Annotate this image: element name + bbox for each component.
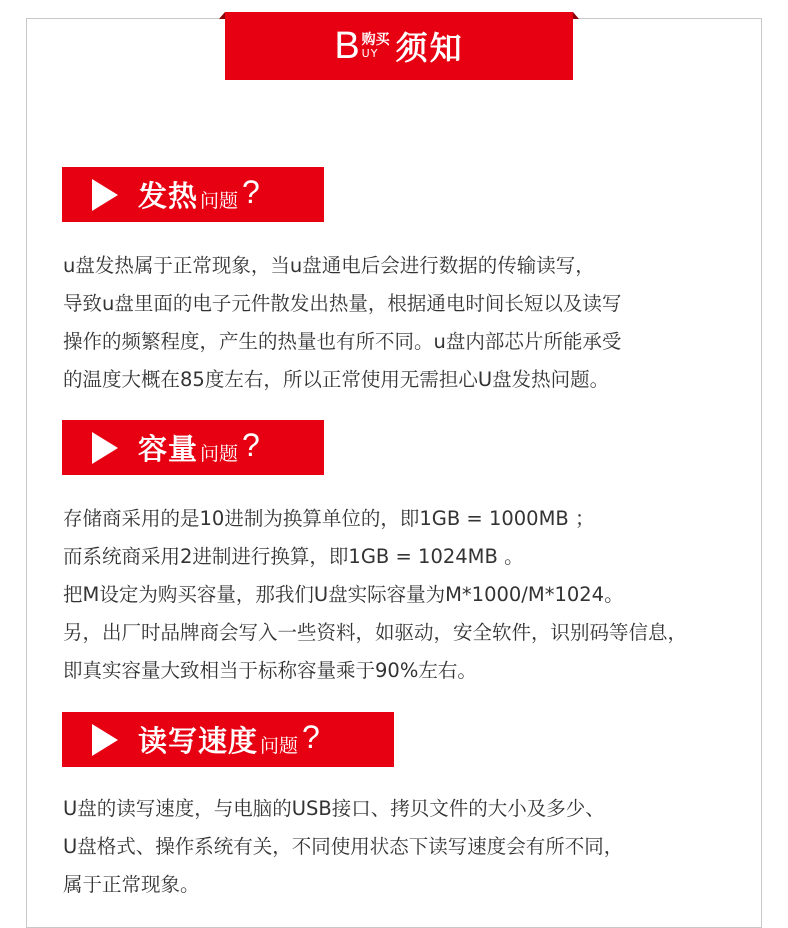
text-line: 存储商采用的是10进制为换算单位的，即1GB = 1000MB ；: [63, 507, 595, 530]
text-line: 即真实容量大致相当于标称容量乘于90%左右。: [63, 659, 477, 682]
arrow-right-icon: [92, 432, 118, 464]
section-capacity-header: [62, 420, 324, 475]
text-line: 操作的频繁程度，产生的热量也有所不同。u盘内部芯片所能承受: [63, 330, 622, 353]
section-suffix: 问题: [200, 443, 239, 465]
banner-small-bottom: UY: [361, 47, 379, 60]
banner-small-top: 购买: [361, 32, 390, 48]
section-speed-body: [63, 790, 623, 904]
question-mark-icon: ?: [302, 719, 320, 755]
text-line: U盘格式、操作系统有关，不同使用状态下读写速度会有所不同，: [63, 835, 624, 858]
section-title: 发热: [138, 179, 199, 213]
text-line: U盘的读写速度，与电脑的USB接口、拷贝文件的大小及多少、: [63, 797, 605, 820]
text-line: u盘发热属于正常现象，当u盘通电后会进行数据的传输读写，: [63, 254, 595, 277]
banner-small: [362, 32, 390, 60]
section-heat-header: [62, 167, 324, 222]
section-suffix: 问题: [260, 735, 299, 757]
section-heat-body: [63, 247, 621, 399]
section-title: 容量: [138, 432, 199, 466]
section-suffix: 问题: [200, 190, 239, 212]
banner-letter: B: [334, 25, 360, 67]
text-line: 的温度大概在85度左右，所以正常使用无需担心U盘发热问题。: [63, 368, 610, 391]
section-capacity-body: [63, 500, 687, 690]
question-mark-icon: ?: [242, 174, 260, 210]
text-line: 另，出厂时品牌商会写入一些资料，如驱动，安全软件，识别码等信息，: [63, 621, 688, 644]
section-speed-header: [62, 712, 394, 767]
text-line: 而系统商采用2进制进行换算，即1GB = 1024MB 。: [63, 545, 524, 568]
header-banner: [225, 12, 573, 80]
question-mark-icon: ?: [242, 427, 260, 463]
text-line: 把M设定为购买容量，那我们U盘实际容量为M*1000/M*1024。: [63, 583, 624, 606]
banner-title: 须知: [395, 29, 464, 67]
arrow-right-icon: [92, 179, 118, 211]
text-line: 导致u盘里面的电子元件散发出热量，根据通电时间长短以及读写: [63, 292, 622, 315]
arrow-right-icon: [92, 724, 118, 756]
text-line: 属于正常现象。: [63, 873, 200, 896]
section-title: 读写速度: [138, 724, 259, 758]
